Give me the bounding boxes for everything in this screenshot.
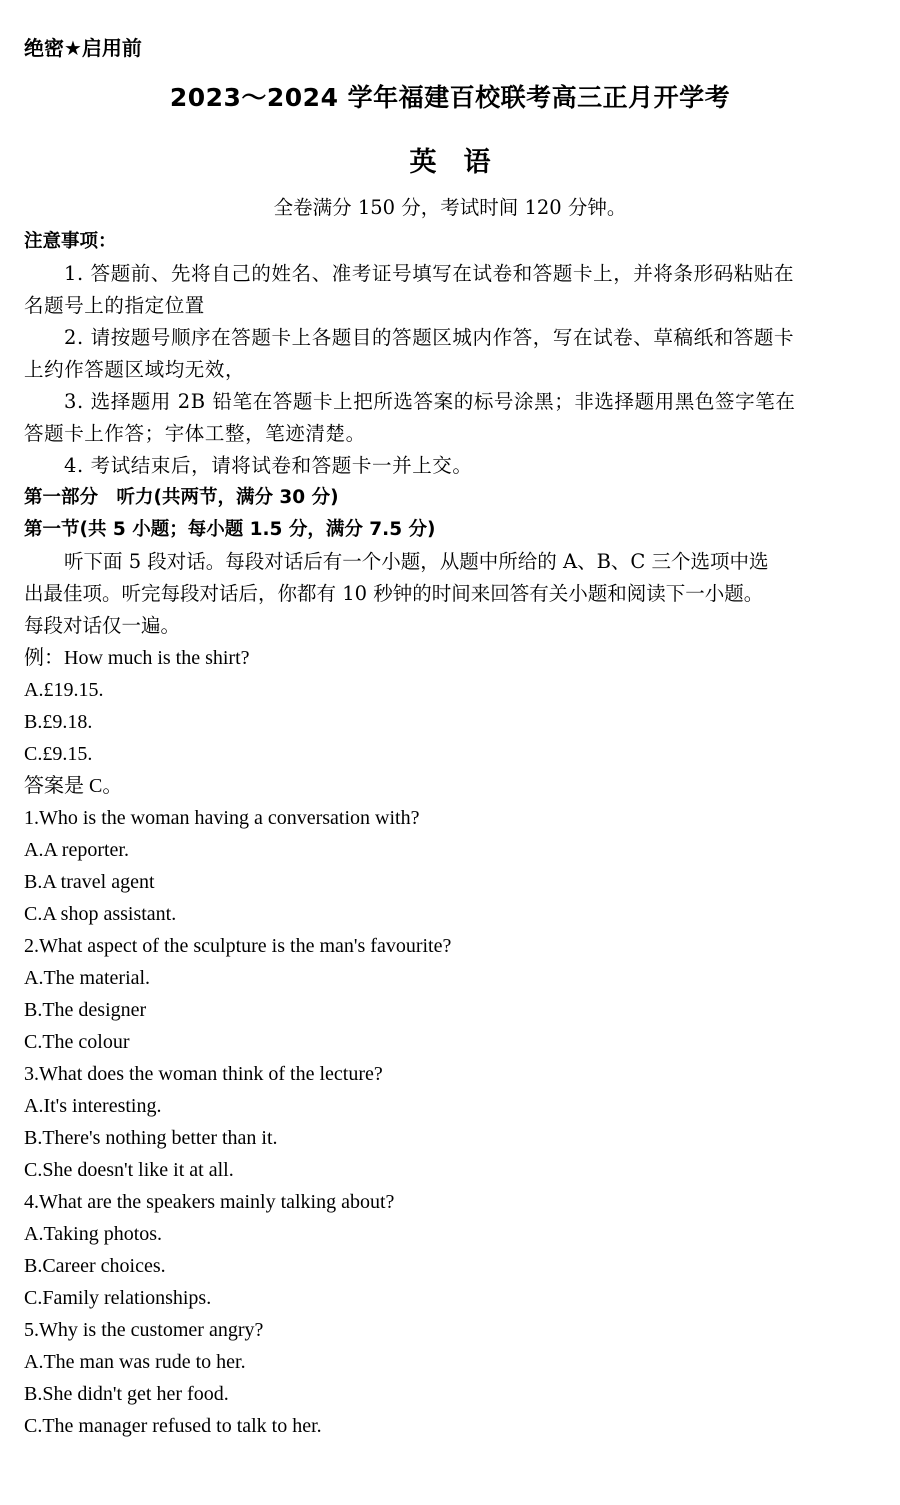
notes-list	[24, 258, 876, 482]
question-option: A.A reporter.	[24, 839, 129, 861]
question-option: C.The manager refused to talk to her.	[24, 1415, 322, 1437]
note-line: 1. 答题前、先将自己的姓名、准考证号填写在试卷和答题卡上，并将条形码粘贴在	[64, 262, 795, 285]
example-option: B.£9.18.	[24, 711, 93, 733]
section-heading: 第一节(共 5 小题；每小题 1.5 分，满分 7.5 分)	[24, 519, 436, 540]
question-option: C.Family relationships.	[24, 1287, 212, 1309]
subject-title: 英 语	[409, 147, 491, 178]
note-line: 上约作答题区域均无效，	[24, 358, 246, 381]
example-question: 例：How much is the shirt?	[24, 647, 250, 669]
question-option: A.Taking photos.	[24, 1223, 163, 1245]
question-option: C.The colour	[24, 1031, 130, 1053]
question-option: A.It's interesting.	[24, 1095, 162, 1117]
part-heading: 第一部分 听力(共两节，满分 30 分)	[24, 487, 339, 508]
question-option: B.There's nothing better than it.	[24, 1127, 278, 1149]
instruction-line: 出最佳项。听完每段对话后，你都有 10 秒钟的时间来回答有关小题和阅读下一小题。	[24, 582, 764, 605]
note-line: 2. 请按题号顺序在答题卡上各题目的答题区城内作答，写在试卷、草稿纸和答题卡	[64, 326, 795, 349]
question-text: 5.Why is the customer angry?	[24, 1319, 264, 1341]
question-text: 4.What are the speakers mainly talking about?	[24, 1191, 395, 1213]
question-option: A.The material.	[24, 967, 151, 989]
example-option: C.£9.15.	[24, 743, 93, 765]
question-list	[24, 802, 876, 1442]
notes-heading: 注意事项：	[24, 231, 117, 252]
question-text: 2.What aspect of the sculpture is the man's favourite?	[24, 935, 452, 957]
question-text: 3.What does the woman think of the lecture?	[24, 1063, 383, 1085]
exam-content	[24, 226, 876, 1442]
question-option: B.A travel agent	[24, 871, 155, 893]
question-option: B.The designer	[24, 999, 147, 1021]
question-text: 1.Who is the woman having a conversation with?	[24, 807, 420, 829]
question-option: A.The man was rude to her.	[24, 1351, 246, 1373]
note-line: 4. 考试结束后，请将试卷和答题卡一并上交。	[64, 454, 473, 477]
question-option: B.Career choices.	[24, 1255, 166, 1277]
example-block	[24, 642, 876, 802]
example-answer: 答案是 C。	[24, 775, 123, 797]
question-option: B.She didn't get her food.	[24, 1383, 229, 1405]
exam-title: 2023～2024 学年福建百校联考高三正月开学考	[169, 83, 731, 112]
instruction-line: 听下面 5 段对话。每段对话后有一个小题，从题中所给的 A、B、C 三个选项中选	[64, 550, 769, 573]
exam-meta: 全卷满分 150 分，考试时间 120 分钟。	[273, 196, 627, 219]
note-line: 3. 选择题用 2B 铅笔在答题卡上把所选答案的标号涂黑；非选择题用黑色签字笔在	[64, 390, 796, 413]
note-line: 答题卡上作答；宇体工整，笔迹清楚。	[24, 422, 366, 445]
note-line: 名题号上的指定位置	[24, 294, 205, 317]
question-option: C.She doesn't like it at all.	[24, 1159, 234, 1181]
question-option: C.A shop assistant.	[24, 903, 177, 925]
instruction-line: 每段对话仅一遍。	[24, 614, 181, 637]
confidential-label: 绝密★启用前	[24, 36, 142, 60]
example-option: A.£19.15.	[24, 679, 104, 701]
